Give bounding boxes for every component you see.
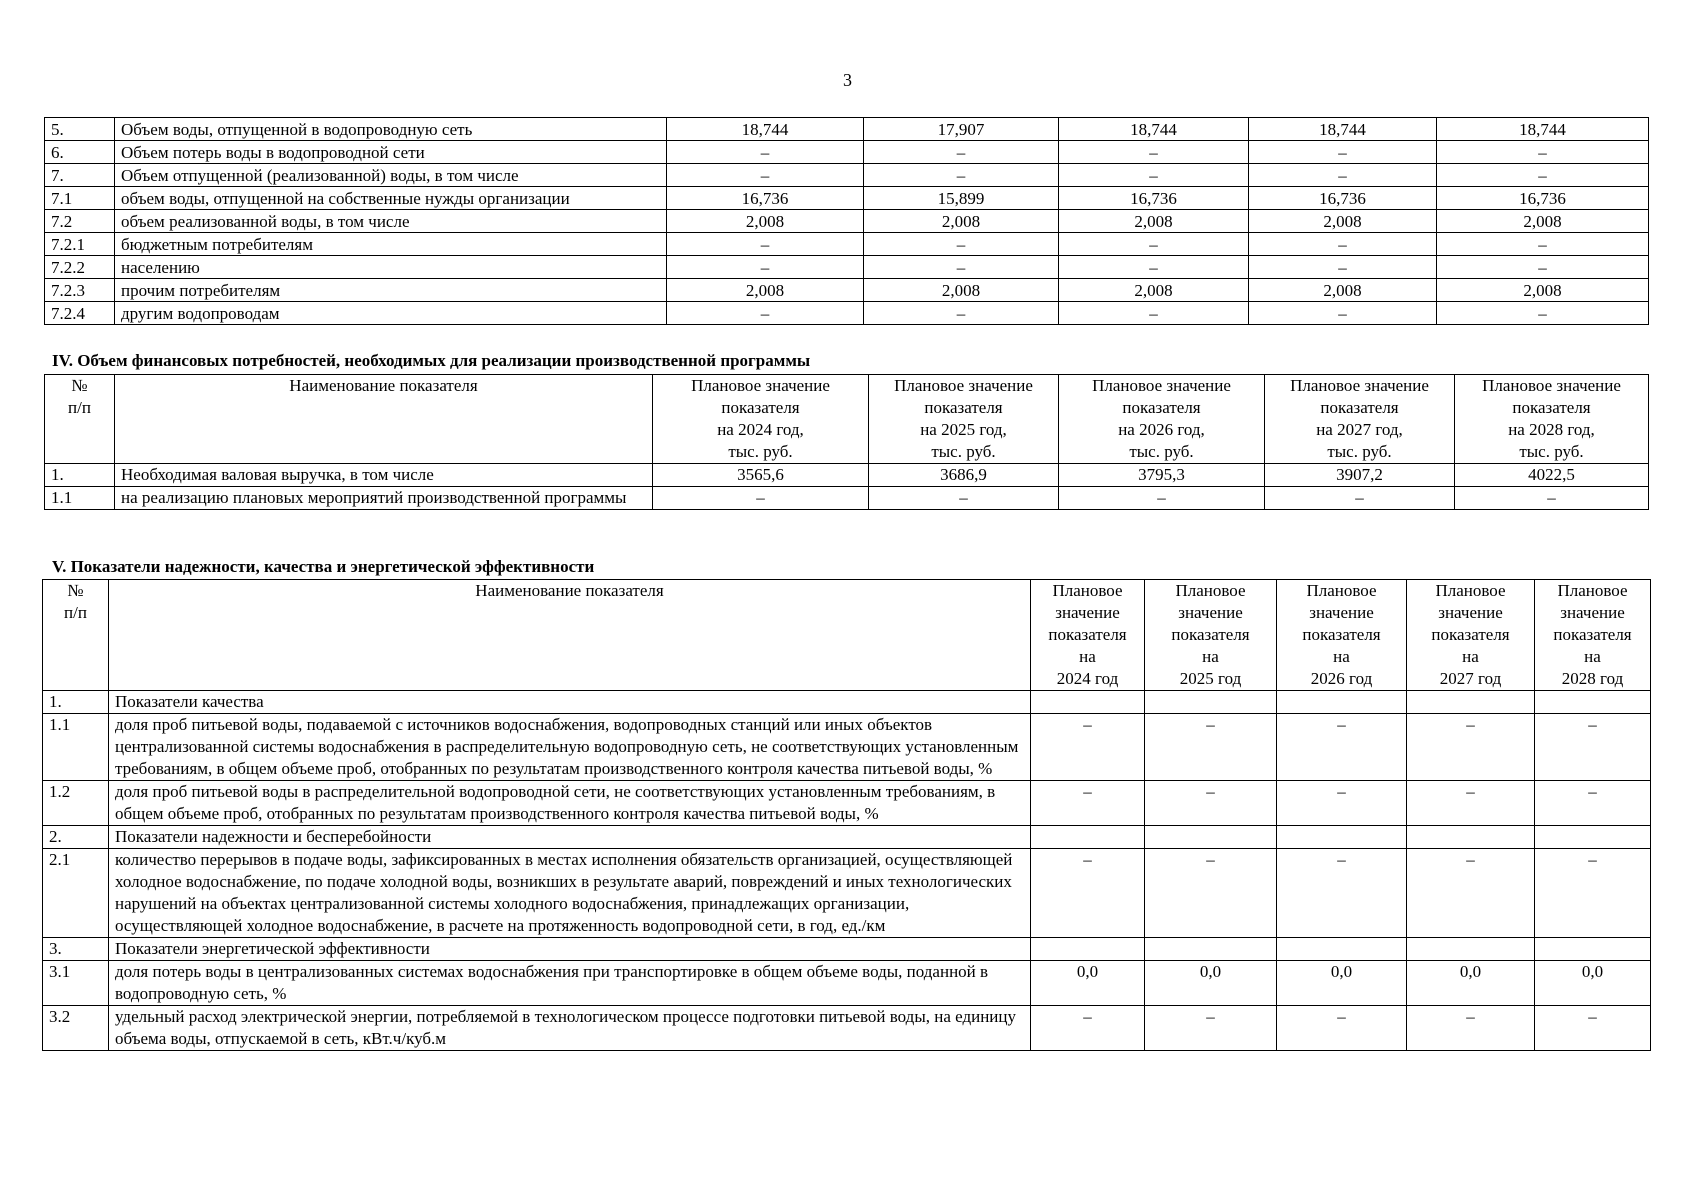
- indicator-name-cell: объем реализованной воды, в том числе: [115, 210, 667, 233]
- value-cell: –: [1535, 849, 1651, 938]
- table-row: [45, 141, 1649, 164]
- value-cell: –: [1277, 781, 1407, 826]
- page-number: 3: [843, 70, 852, 90]
- value-cell: –: [864, 256, 1059, 279]
- value-cell: [1031, 826, 1145, 849]
- value-cell: 2,008: [1059, 279, 1249, 302]
- table-row: [45, 256, 1649, 279]
- indicator-name-cell: доля потерь воды в централизованных системах водоснабжения при транспортировке в общем объеме воды, поданной в водопроводную сеть, %: [109, 961, 1031, 1006]
- indicator-name-cell: на реализацию плановых мероприятий производственной программы: [115, 487, 653, 510]
- value-cell: 16,736: [1437, 187, 1649, 210]
- header-plan-value-cell: Плановое значение показателя на 2026 год: [1277, 580, 1407, 691]
- value-cell: 2,008: [1059, 210, 1249, 233]
- row-number-cell: 1.: [45, 464, 115, 487]
- value-cell: –: [667, 164, 864, 187]
- row-number-cell: 5.: [45, 118, 115, 141]
- value-cell: 4022,5: [1455, 464, 1649, 487]
- indicator-name-cell: Показатели надежности и бесперебойности: [109, 826, 1031, 849]
- value-cell: –: [1145, 781, 1277, 826]
- value-cell: 2,008: [1249, 210, 1437, 233]
- header-plan-value-cell: Плановое значение показателя на 2027 год, тыс. руб.: [1265, 375, 1455, 464]
- indicator-name-cell: другим водопроводам: [115, 302, 667, 325]
- value-cell: –: [1455, 487, 1649, 510]
- value-cell: 0,0: [1535, 961, 1651, 1006]
- header-plan-value-cell: Плановое значение показателя на 2028 год: [1535, 580, 1651, 691]
- value-cell: 2,008: [1437, 210, 1649, 233]
- row-number-cell: 7.1: [45, 187, 115, 210]
- value-cell: –: [667, 233, 864, 256]
- value-cell: 15,899: [864, 187, 1059, 210]
- table-row: [43, 938, 1651, 961]
- table-row: [45, 233, 1649, 256]
- section-4-title: IV. Объем финансовых потребностей, необходимых для реализации производственной программы: [52, 351, 811, 370]
- value-cell: [1031, 691, 1145, 714]
- value-cell: –: [1249, 164, 1437, 187]
- value-cell: –: [1059, 302, 1249, 325]
- value-cell: [1277, 691, 1407, 714]
- value-cell: –: [1437, 256, 1649, 279]
- value-cell: –: [1031, 1006, 1145, 1051]
- value-cell: [1145, 691, 1277, 714]
- value-cell: [1535, 691, 1651, 714]
- row-number-cell: 1.1: [43, 714, 109, 781]
- row-number-cell: 1.1: [45, 487, 115, 510]
- header-plan-value-cell: Плановое значение показателя на 2024 год, тыс. руб.: [653, 375, 869, 464]
- row-number-cell: 7.2: [45, 210, 115, 233]
- financial-needs-table: [44, 374, 1649, 510]
- table-row: [43, 961, 1651, 1006]
- value-cell: –: [1145, 849, 1277, 938]
- value-cell: 3907,2: [1265, 464, 1455, 487]
- table-row: [45, 210, 1649, 233]
- value-cell: –: [1277, 1006, 1407, 1051]
- table-row: [43, 826, 1651, 849]
- value-cell: –: [1031, 781, 1145, 826]
- value-cell: –: [1407, 1006, 1535, 1051]
- value-cell: 3795,3: [1059, 464, 1265, 487]
- value-cell: –: [667, 302, 864, 325]
- value-cell: –: [1031, 849, 1145, 938]
- table-row: [45, 464, 1649, 487]
- table-row: [45, 187, 1649, 210]
- indicator-name-cell: прочим потребителям: [115, 279, 667, 302]
- table-row: [45, 279, 1649, 302]
- value-cell: [1145, 826, 1277, 849]
- value-cell: 16,736: [667, 187, 864, 210]
- table-row: [43, 714, 1651, 781]
- value-cell: 17,907: [864, 118, 1059, 141]
- value-cell: 2,008: [1249, 279, 1437, 302]
- value-cell: –: [667, 256, 864, 279]
- row-number-cell: 2.1: [43, 849, 109, 938]
- value-cell: –: [1437, 302, 1649, 325]
- row-number-cell: 7.2.3: [45, 279, 115, 302]
- row-number-cell: 7.2.2: [45, 256, 115, 279]
- value-cell: –: [864, 141, 1059, 164]
- value-cell: 0,0: [1277, 961, 1407, 1006]
- value-cell: –: [864, 302, 1059, 325]
- value-cell: 18,744: [1437, 118, 1649, 141]
- value-cell: –: [1249, 233, 1437, 256]
- header-plan-value-cell: Плановое значение показателя на 2025 год, тыс. руб.: [869, 375, 1059, 464]
- value-cell: 0,0: [1407, 961, 1535, 1006]
- value-cell: 0,0: [1031, 961, 1145, 1006]
- value-cell: –: [1265, 487, 1455, 510]
- value-cell: 0,0: [1145, 961, 1277, 1006]
- table-row: [43, 849, 1651, 938]
- value-cell: –: [1535, 1006, 1651, 1051]
- row-number-cell: 3.1: [43, 961, 109, 1006]
- table-row: [43, 781, 1651, 826]
- value-cell: [1277, 938, 1407, 961]
- value-cell: –: [1059, 164, 1249, 187]
- value-cell: 16,736: [1249, 187, 1437, 210]
- value-cell: –: [1535, 714, 1651, 781]
- header-plan-value-cell: Плановое значение показателя на 2027 год: [1407, 580, 1535, 691]
- value-cell: –: [1059, 487, 1265, 510]
- value-cell: [1145, 938, 1277, 961]
- indicator-name-cell: Объем воды, отпущенной в водопроводную сеть: [115, 118, 667, 141]
- value-cell: [1407, 826, 1535, 849]
- header-row: [45, 375, 1649, 464]
- value-cell: –: [1277, 714, 1407, 781]
- row-number-cell: 3.2: [43, 1006, 109, 1051]
- value-cell: –: [1407, 781, 1535, 826]
- value-cell: [1535, 938, 1651, 961]
- value-cell: –: [1407, 849, 1535, 938]
- value-cell: 2,008: [667, 279, 864, 302]
- value-cell: –: [1059, 233, 1249, 256]
- value-cell: 2,008: [1437, 279, 1649, 302]
- water-volume-table: [44, 117, 1649, 325]
- value-cell: –: [869, 487, 1059, 510]
- row-number-cell: 1.: [43, 691, 109, 714]
- value-cell: –: [1407, 714, 1535, 781]
- indicator-name-cell: Объем отпущенной (реализованной) воды, в том числе: [115, 164, 667, 187]
- indicator-name-cell: количество перерывов в подаче воды, зафиксированных в местах исполнения обязательств организацией, осуществляющей холодное водоснабжение, по подаче холодной воды, возникших в результате аварий, повреждений и иных технологических нарушений на объектах централизованной системы холодного водоснабжения, принадлежащих организации, осуществляющей холодное водоснабжение, в расчете на протяженность водопроводной сети, в год, ед./км: [109, 849, 1031, 938]
- header-plan-value-cell: Плановое значение показателя на 2024 год: [1031, 580, 1145, 691]
- value-cell: 2,008: [864, 279, 1059, 302]
- value-cell: 18,744: [1249, 118, 1437, 141]
- table-row: [45, 487, 1649, 510]
- value-cell: –: [667, 141, 864, 164]
- value-cell: –: [1145, 1006, 1277, 1051]
- value-cell: –: [1145, 714, 1277, 781]
- value-cell: –: [1031, 714, 1145, 781]
- value-cell: –: [653, 487, 869, 510]
- indicator-name-cell: Показатели энергетической эффективности: [109, 938, 1031, 961]
- row-number-cell: 7.2.1: [45, 233, 115, 256]
- value-cell: –: [1437, 164, 1649, 187]
- reliability-quality-table: [42, 579, 1651, 1051]
- row-number-cell: 1.2: [43, 781, 109, 826]
- header-number-cell: № п/п: [45, 375, 115, 464]
- indicator-name-cell: доля проб питьевой воды в распределительной водопроводной сети, не соответствующих установленным требованиям, в общем объеме проб, отобранных по результатам производственного контроля качества питьевой воды, %: [109, 781, 1031, 826]
- value-cell: [1277, 826, 1407, 849]
- table-row: [43, 1006, 1651, 1051]
- row-number-cell: 3.: [43, 938, 109, 961]
- value-cell: 2,008: [667, 210, 864, 233]
- indicator-name-cell: доля проб питьевой воды, подаваемой с источников водоснабжения, водопроводных станций или иных объектов централизованной системы водоснабжения в распределительную водопроводную сеть, не соответствующих установленным требованиям, в общем объеме проб, отобранных по результатам производственного контроля качества питьевой воды, %: [109, 714, 1031, 781]
- value-cell: –: [1437, 233, 1649, 256]
- indicator-name-cell: бюджетным потребителям: [115, 233, 667, 256]
- value-cell: –: [1535, 781, 1651, 826]
- value-cell: 18,744: [667, 118, 864, 141]
- value-cell: –: [1059, 256, 1249, 279]
- indicator-name-cell: Необходимая валовая выручка, в том числе: [115, 464, 653, 487]
- table-row: [45, 118, 1649, 141]
- table-row: [43, 691, 1651, 714]
- indicator-name-cell: объем воды, отпущенной на собственные нужды организации: [115, 187, 667, 210]
- value-cell: –: [1249, 256, 1437, 279]
- table-row: [45, 164, 1649, 187]
- value-cell: 18,744: [1059, 118, 1249, 141]
- indicator-name-cell: Показатели качества: [109, 691, 1031, 714]
- value-cell: [1031, 938, 1145, 961]
- row-number-cell: 6.: [45, 141, 115, 164]
- value-cell: [1535, 826, 1651, 849]
- indicator-name-cell: удельный расход электрической энергии, потребляемой в технологическом процессе подготовки питьевой воды, на единицу объема воды, отпускаемой в сеть, кВт.ч/куб.м: [109, 1006, 1031, 1051]
- header-name-cell: Наименование показателя: [109, 580, 1031, 691]
- value-cell: [1407, 938, 1535, 961]
- value-cell: –: [1249, 302, 1437, 325]
- value-cell: –: [864, 233, 1059, 256]
- value-cell: –: [1059, 141, 1249, 164]
- value-cell: 3565,6: [653, 464, 869, 487]
- value-cell: 16,736: [1059, 187, 1249, 210]
- value-cell: –: [864, 164, 1059, 187]
- table-row: [45, 302, 1649, 325]
- indicator-name-cell: Объем потерь воды в водопроводной сети: [115, 141, 667, 164]
- header-plan-value-cell: Плановое значение показателя на 2026 год, тыс. руб.: [1059, 375, 1265, 464]
- header-name-cell: Наименование показателя: [115, 375, 653, 464]
- value-cell: 3686,9: [869, 464, 1059, 487]
- header-plan-value-cell: Плановое значение показателя на 2025 год: [1145, 580, 1277, 691]
- value-cell: –: [1249, 141, 1437, 164]
- value-cell: [1407, 691, 1535, 714]
- header-number-cell: № п/п: [43, 580, 109, 691]
- row-number-cell: 2.: [43, 826, 109, 849]
- row-number-cell: 7.2.4: [45, 302, 115, 325]
- value-cell: –: [1437, 141, 1649, 164]
- header-row: [43, 580, 1651, 691]
- row-number-cell: 7.: [45, 164, 115, 187]
- indicator-name-cell: населению: [115, 256, 667, 279]
- header-plan-value-cell: Плановое значение показателя на 2028 год, тыс. руб.: [1455, 375, 1649, 464]
- value-cell: –: [1277, 849, 1407, 938]
- section-5-title: V. Показатели надежности, качества и энергетической эффективности: [52, 557, 595, 576]
- value-cell: 2,008: [864, 210, 1059, 233]
